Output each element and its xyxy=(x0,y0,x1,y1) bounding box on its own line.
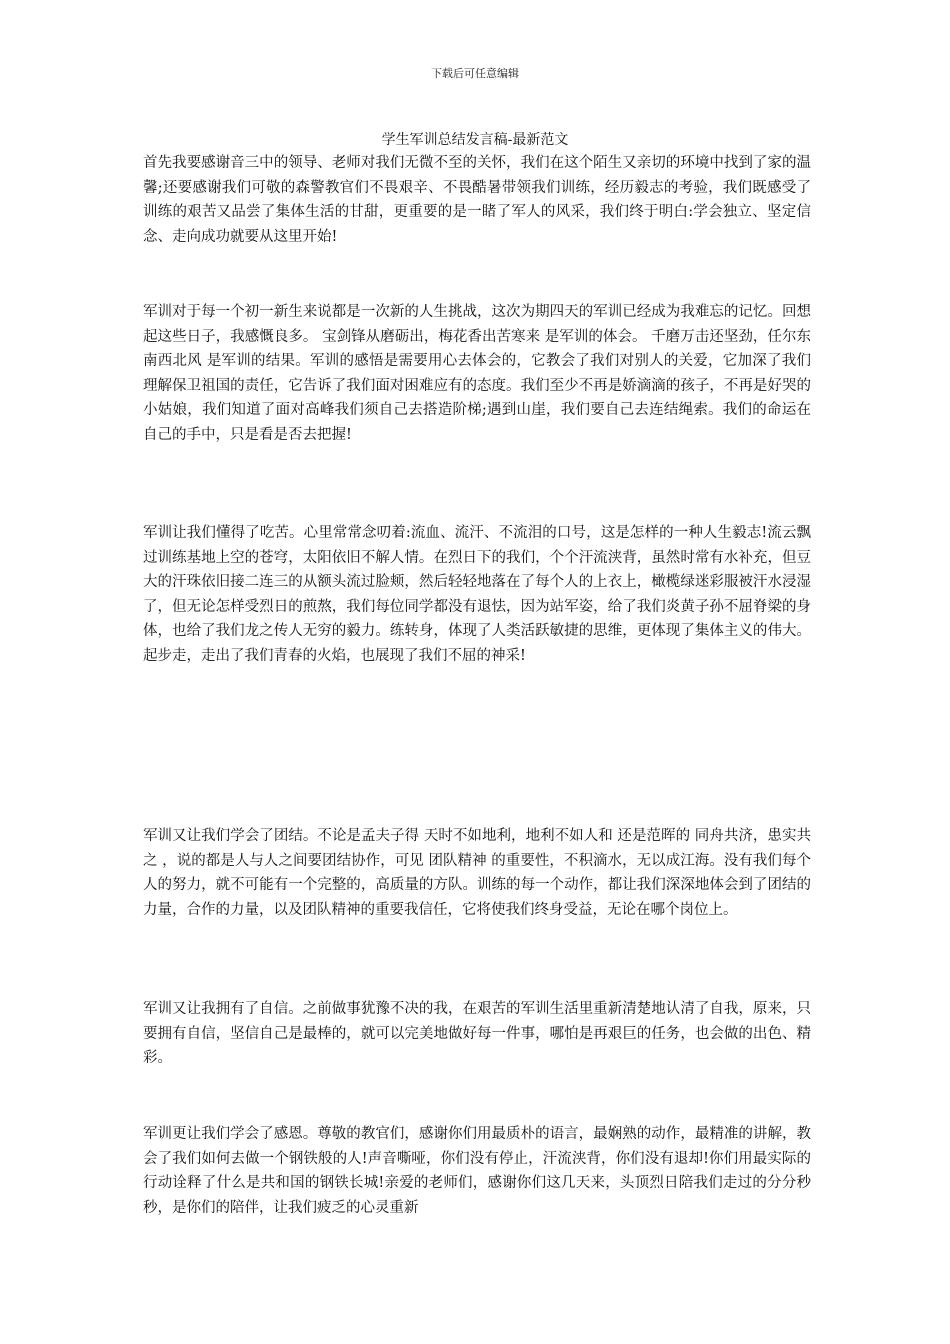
paragraph-4: 军训又让我们学会了团结。不论是孟夫子得 天时不如地利，地利不如人和 还是范晖的 同舟共济，患实共之 ，说的都是人与人之间要团结协作，可见 团队精神 的重要性，不积滴水，无以成江海。没有我们每个人的努力，就不可能有一个完整的，高质量的方队。训练的每一个动作，都让我们深深地体会到了团结的力量，合作的力量，以及团队精神的重要我信任，它将使我们终身受益，无论在哪个岗位上。 xyxy=(143,828,811,918)
page-header-note: 下载后可任意编辑 xyxy=(431,67,519,80)
paragraph-2: 军训对于每一个初一新生来说都是一次新的人生挑战，这次为期四天的军训已经成为我难忘的记忆。回想起这些日子，我感慨良多。 宝剑锋从磨砺出，梅花香出苦寒来 是军训的体会。 千磨万击还坚劲，任尔东南西北风 是军训的结果。军训的感悟是需要用心去体会的，它教会了我们对别人的关爱，它加深了我们理解保卫祖国的责任，它告诉了我们面对困难应有的态度。我们至少不再是娇滴滴的孩子，不再是好哭的小姑娘，我们知道了面对高峰我们须自己去搭造阶梯;遇到山崖，我们要自己去连结绳索。我们的命运在自己的手中，只是看是否去把握! xyxy=(143,304,811,443)
paragraph-5: 军训又让我拥有了自信。之前做事犹豫不决的我，在艰苦的军训生活里重新清楚地认清了自我，原来，只要拥有自信，坚信自己是最棒的，就可以完美地做好每一件事，哪怕是再艰巨的任务，也会做的出色、精彩。 xyxy=(143,1001,811,1066)
paragraph-1: 首先我要感谢音三中的领导、老师对我们无微不至的关怀，我们在这个陌生又亲切的环境中找到了家的温馨;还要感谢我们可敬的森警教官们不畏艰辛、不畏酷暑带领我们训练，经历毅志的考验，我们既感受了训练的艰苦又品尝了集体生活的甘甜，更重要的是一睹了军人的风采，我们终于明白:学会独立、坚定信念、走向成功就要从这里开始! xyxy=(143,155,811,245)
paragraph-3: 军训让我们懂得了吃苦。心里常常念叨着:流血、流汗、不流泪的口号，这是怎样的一种人生毅志!流云飘过训练基地上空的苍穹，太阳依旧不解人情。在烈日下的我们，个个汗流浃背，虽然时常有水补充，但豆大的汗珠依旧接二连三的从额头流过脸颊，然后轻轻地落在了每个人的上衣上，橄榄绿迷彩服被汗水浸湿了，但无论怎样受烈日的煎熬，我们每位同学都没有退怯，因为站军姿，给了我们炎黄子孙不屈脊梁的身体，也给了我们龙之传人无穷的毅力。练转身，体现了人类活跃敏捷的思维，更体现了集体主义的伟大。 起步走，走出了我们青春的火焰，也展现了我们不屈的神采! xyxy=(143,525,811,664)
paragraph-6: 军训更让我们学会了感恩。尊敬的教官们，感谢你们用最质朴的语言，最娴熟的动作，最精准的讲解，教会了我们如何去做一个钢铁般的人!声音嘶哑，你们没有停止，汗流浃背，你们没有退却!你们用最实际的行动诠释了什么是共和国的钢铁长城!亲爱的老师们，感谢你们这几天来，头顶烈日陪我们走过的分分秒秒，是你们的陪伴，让我们疲乏的心灵重新 xyxy=(143,1126,811,1216)
document-title: 学生军训总结发言稿-最新范文 xyxy=(381,132,569,148)
